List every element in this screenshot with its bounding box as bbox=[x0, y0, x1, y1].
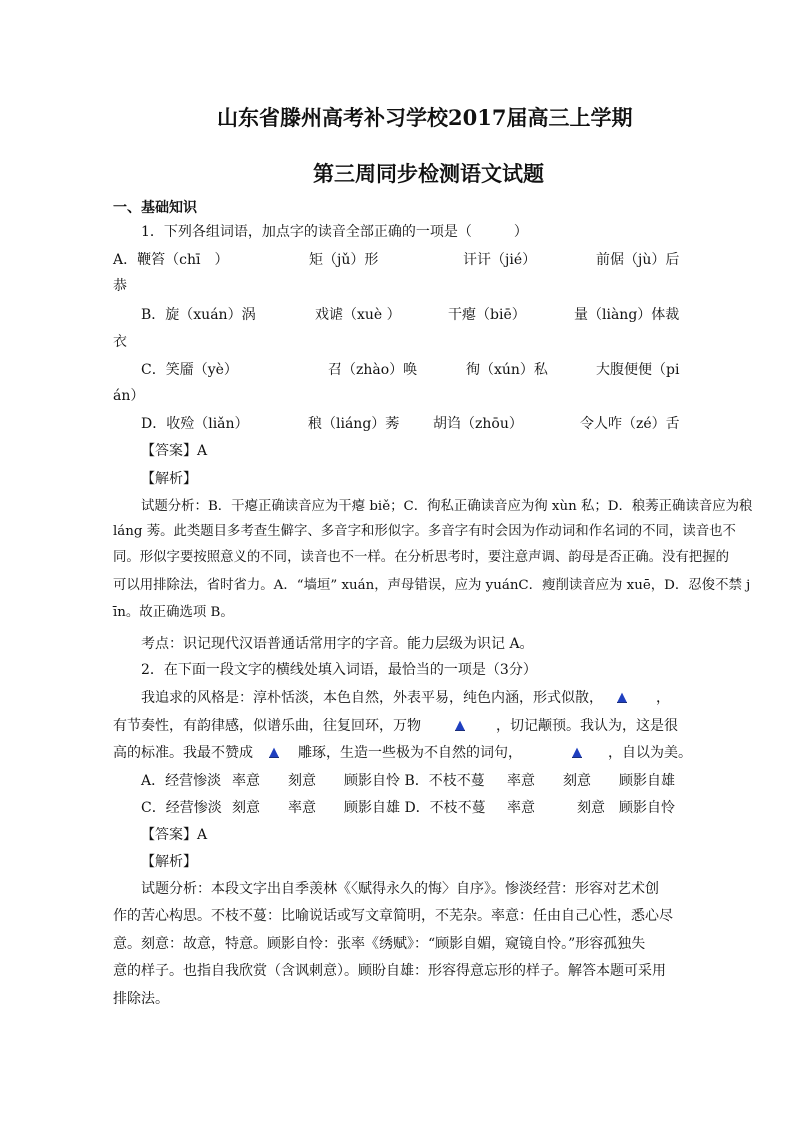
q2-opt: 刻意 bbox=[577, 800, 605, 816]
q2-text: 雕琢，生造一些极为不自然的词句， bbox=[298, 745, 522, 761]
q1-b-wrap: 衣 bbox=[113, 334, 127, 350]
blank-triangle-2: ▲ bbox=[455, 718, 465, 733]
q2-analysis-line: 排除法。 bbox=[113, 991, 169, 1007]
q2-opt: 率意 bbox=[507, 800, 535, 816]
q1-a-item: A．鞭笞（chī ） bbox=[113, 252, 229, 268]
q2-stem: 2．在下面一段文字的横线处填入词语，最恰当的一项是（3分） bbox=[141, 662, 537, 678]
q1-c-item: C．笑靥（yè） bbox=[141, 362, 238, 378]
q2-text: ，自以为美。 bbox=[608, 745, 692, 761]
q2-analysis-line: 作的苦心构思。不枝不蔓：比喻说话或写文章简明，不芜杂。率意：任由自己心性，悉心尽 bbox=[113, 908, 673, 924]
q1-analysis-line: īn。故正确选项 B。 bbox=[113, 605, 234, 620]
q2-text: 有节奏性，有韵律感，似谱乐曲，往复回环，万物 bbox=[113, 718, 421, 734]
q1-analysis-line: láng 莠。此类题目多考查生僻字、多音字和形似字。多音字有时会因为作动词和作名词的不同，读音也不 bbox=[113, 524, 736, 539]
q1-a-item: 前倨（jù）后 bbox=[596, 252, 680, 268]
q2-text: 高的标准。我最不赞成 bbox=[113, 745, 253, 761]
q1-answer: 【答案】A bbox=[141, 443, 208, 459]
q1-analysis-line: 同。形似字要按照意义的不同，读音也不一样。在分析思考时，要注意声调、韵母是否正确。没有把握的 bbox=[113, 550, 729, 565]
q2-analysis-line: 意的样子。也指自我欣赏（含讽刺意）。顾盼自雄：形容得意忘形的样子。解答本题可采用 bbox=[113, 963, 666, 979]
q1-d-item: 稂（liáng）莠 bbox=[308, 416, 400, 432]
q1-b-item: 干瘪（biē） bbox=[448, 307, 526, 323]
q1-point: 考点：识记现代汉语普通话常用字的字音。能力层级为识记 A。 bbox=[141, 636, 534, 652]
q1-analysis-line: 试题分析：B．干瘪正确读音应为干瘪 biě；C．徇私正确读音应为徇 xùn 私；D．稂莠正确读音应为稂 bbox=[141, 499, 753, 514]
q2-text: ，切记颟顸。我认为，这是很 bbox=[496, 718, 678, 734]
q1-b-item: B．旋（xuán）涡 bbox=[141, 307, 256, 323]
q1-c-item: 召（zhào）唤 bbox=[328, 362, 418, 378]
q2-opt: 顾影自怜 B．不枝不蔓 bbox=[344, 773, 485, 789]
q2-analysis-line: 意。刻意：故意，特意。顾影自怜：张率《绣赋》：“顾影自媚，窥镜自怜。”形容孤独失 bbox=[113, 936, 646, 952]
blank-triangle-3: ▲ bbox=[269, 745, 279, 760]
q1-stem: 1．下列各组词语，加点字的读音全部正确的一项是（ ） bbox=[141, 224, 528, 240]
q1-c-wrap: án） bbox=[113, 388, 145, 404]
q1-analysis-line: 可以用排除法，省时省力。A．“墙垣” xuán，声母错误，应为 yuánC．瘦削读音应为 xuē，D．忍俊不禁 j bbox=[113, 578, 751, 593]
q2-opt: 刻意 bbox=[232, 800, 260, 816]
q2-opt: 率意 bbox=[288, 800, 316, 816]
q1-b-item: 戏谑（xuè ） bbox=[315, 307, 401, 323]
q2-opt: 顾影自怜 bbox=[619, 800, 675, 816]
q1-analysis-label: 【解析】 bbox=[141, 471, 197, 487]
q1-d-item: 胡诌（zhōu） bbox=[433, 416, 523, 432]
q1-a-item: 讦讦（jié） bbox=[463, 252, 537, 268]
q2-opt: A．经营惨淡 bbox=[141, 773, 222, 789]
title-line-1: 山东省滕州高考补习学校2017届高三上学期 bbox=[217, 105, 633, 130]
blank-triangle-1: ▲ bbox=[617, 690, 627, 705]
q1-a-item: 矩（jǔ）形 bbox=[309, 252, 379, 268]
q2-text: 我追求的风格是：淳朴恬淡，本色自然，外表平易，纯色内涵，形式似散， bbox=[141, 690, 603, 706]
q1-b-item: 量（liàng）体裁 bbox=[574, 307, 680, 323]
q2-opt: 顾影自雄 D．不枝不蔓 bbox=[344, 800, 486, 816]
q1-c-item: 大腹便便（pi bbox=[596, 362, 680, 378]
q1-d-item: D．收殓（liǎn） bbox=[141, 416, 249, 432]
q2-opt: 率意 bbox=[232, 773, 260, 789]
q2-opt: 率意 bbox=[507, 773, 535, 789]
q2-answer: 【答案】A bbox=[141, 827, 208, 843]
blank-triangle-4: ▲ bbox=[572, 745, 582, 760]
q2-opt: C．经营惨淡 bbox=[141, 800, 222, 816]
q2-analysis-line: 试题分析：本段文字出自季羡林《〈赋得永久的悔〉自序》。惨淡经营：形容对艺术创 bbox=[141, 881, 659, 897]
q2-analysis-label: 【解析】 bbox=[141, 854, 197, 870]
q2-opt: 刻意 bbox=[563, 773, 591, 789]
q1-d-item: 令人咋（zé）舌 bbox=[580, 416, 680, 432]
section-heading: 一、基础知识 bbox=[113, 200, 197, 216]
title-line-2: 第三周同步检测语文试题 bbox=[313, 161, 544, 186]
q1-c-item: 徇（xún）私 bbox=[466, 362, 548, 378]
q2-opt: 刻意 bbox=[288, 773, 316, 789]
q1-a-wrap: 恭 bbox=[113, 278, 127, 294]
q2-text: ， bbox=[656, 690, 670, 706]
q2-opt: 顾影自雄 bbox=[619, 773, 675, 789]
